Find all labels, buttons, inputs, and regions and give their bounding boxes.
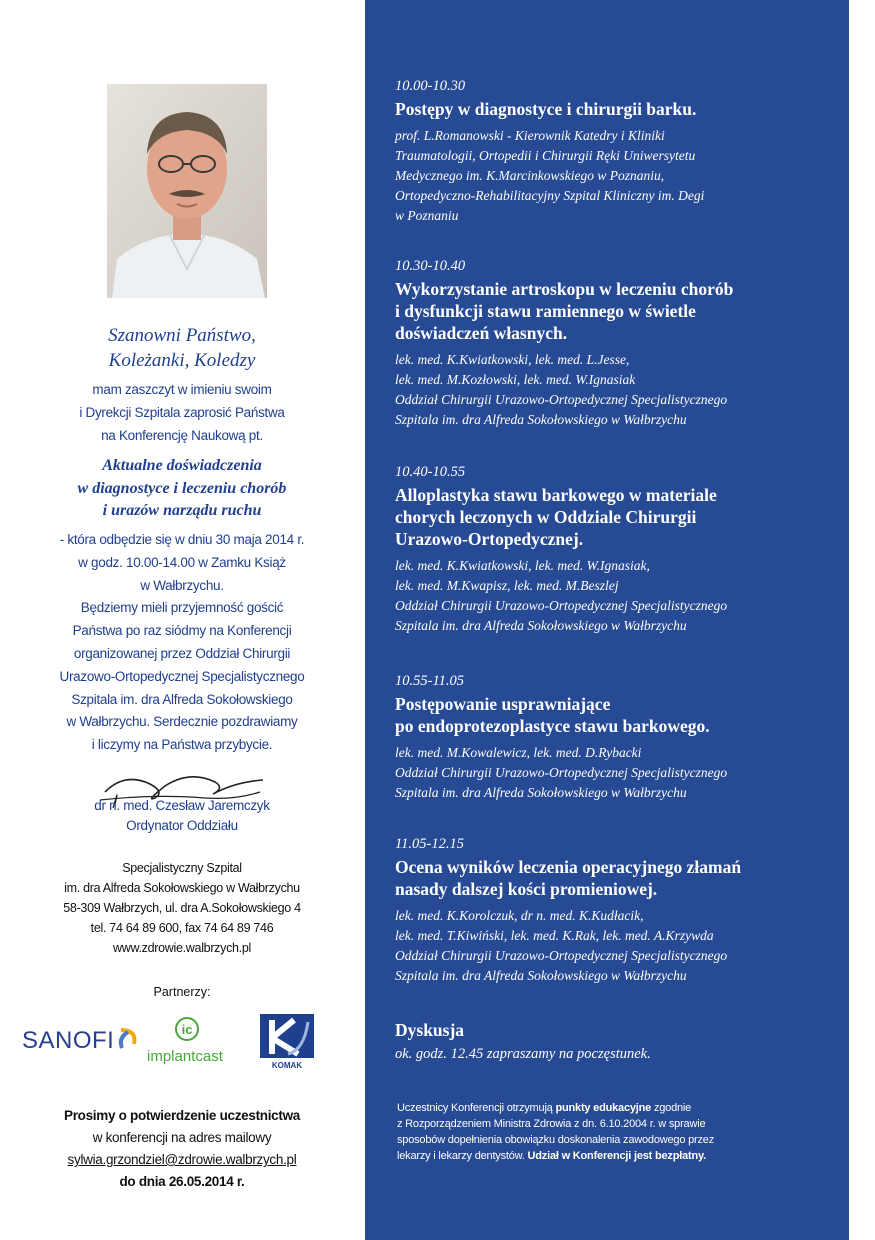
details-line: Będziemy mieli przyjemność gościć (80, 600, 284, 616)
portrait-image (107, 84, 267, 298)
session-2 (395, 256, 835, 430)
address-line: 58-309 Wałbrzych, ul. dra A.Sokołowskiego 4 (63, 901, 301, 915)
session-time: 10.00-10.30 (395, 78, 466, 94)
session-speakers (395, 556, 835, 636)
footer-line (397, 1100, 837, 1116)
session-title-line: Wykorzystanie artroskopu w leczeniu chorób (395, 279, 734, 299)
session-speakers (395, 350, 835, 430)
details-line: w Wałbrzychu. (140, 577, 224, 593)
speaker-line: Oddział Chirurgii Urazowo-Ortopedycznej Specjalistycznego (395, 948, 728, 963)
signer-role: Ordynator Oddziału (126, 818, 238, 833)
details-line: Szpitala im. dra Alfreda Sokołowskiego (71, 691, 293, 707)
hospital-address (12, 858, 352, 958)
session-title-line: po endoprotezoplastyce stawu barkowego. (395, 716, 710, 736)
speaker-line: Szpitala im. dra Alfreda Sokołowskiego w Wałbrzychu (395, 412, 687, 427)
speaker-line: Oddział Chirurgii Urazowo-Ortopedycznej Specjalistycznego (395, 765, 728, 780)
speaker-line: w Poznaniu (395, 208, 459, 223)
session-time: 10.40-10.55 (395, 464, 466, 480)
conference-topic (12, 455, 352, 523)
session-title-line: chorych leczonych w Oddziale Chirurgii (395, 507, 697, 527)
footer-text: zgodnie (651, 1102, 692, 1114)
speaker-line: lek. med. K.Korolczuk, dr n. med. K.Kudłacik, (395, 908, 644, 923)
session-title-line: doświadczeń własnych. (395, 323, 568, 343)
topic-line: w diagnostyce i leczeniu chorób (77, 479, 287, 497)
session-title (395, 856, 835, 900)
speaker-line: Szpitala im. dra Alfreda Sokołowskiego w Wałbrzychu (395, 785, 687, 800)
svg-text:ic: ic (181, 1022, 193, 1037)
left-column (0, 0, 365, 1240)
details-text (12, 529, 352, 757)
session-3 (395, 462, 835, 636)
session-speakers (395, 126, 835, 226)
implantcast-logo-text: implantcast (147, 1048, 223, 1065)
speaker-line: Oddział Chirurgii Urazowo-Ortopedycznej Specjalistycznego (395, 598, 728, 613)
session-title-line: Ocena wyników leczenia operacyjnego złamań (395, 857, 742, 877)
session-4 (395, 671, 835, 803)
sanofi-logo (22, 1020, 142, 1056)
speaker-line: lek. med. K.Kwiatkowski, lek. med. L.Jesse, (395, 352, 630, 367)
confirm-email-link[interactable]: sylwia.grzondziel@zdrowie.walbrzych.pl (67, 1152, 297, 1167)
discussion-title: Dyskusja (395, 1020, 465, 1040)
signer (12, 796, 352, 836)
details-line: i liczymy na Państwa przybycie. (91, 737, 273, 753)
sanofi-logo-text: SANOFI (22, 1027, 115, 1054)
footer-line (397, 1148, 837, 1164)
footer-line: z Rozporządzeniem Ministra Zdrowia z dn. 6.10.2004 r. w sprawie (397, 1118, 706, 1130)
speaker-line: lek. med. T.Kiwiński, lek. med. K.Rak, lek. med. A.Krzywda (395, 928, 714, 943)
intro-text (12, 379, 352, 447)
session-speakers (395, 743, 835, 803)
greeting (12, 323, 352, 373)
greeting-line: Koleżanki, Koledzy (108, 350, 256, 371)
speaker-line: lek. med. M.Kwapisz, lek. med. M.Beszlej (395, 578, 619, 593)
session-title (395, 278, 835, 344)
address-line: im. dra Alfreda Sokołowskiego w Wałbrzychu (64, 881, 300, 895)
footer-emphasis: Udział w Konferencji jest bezpłatny. (527, 1150, 706, 1162)
speaker-line: Oddział Chirurgii Urazowo-Ortopedycznej Specjalistycznego (395, 392, 728, 407)
signer-name: dr n. med. Czesław Jaremczyk (94, 798, 270, 813)
details-line: Urazowo-Ortopedycznej Specjalistycznego (59, 668, 305, 684)
komak-logo-text: KOMAK (271, 1061, 303, 1070)
details-line: - która odbędzie się w dniu 30 maja 2014 r. (59, 532, 305, 547)
speaker-line: lek. med. M.Kowalewicz, lek. med. D.Rybacki (395, 745, 642, 760)
session-title-line: Postępy w diagnostyce i chirurgii barku. (395, 99, 697, 119)
session-title (395, 484, 835, 550)
portrait-photo (107, 84, 267, 298)
speaker-line: Szpitala im. dra Alfreda Sokołowskiego w Wałbrzychu (395, 968, 687, 983)
session-title-line: Alloplastyka stawu barkowego w materiale (395, 485, 717, 505)
session-time: 10.55-11.05 (395, 673, 465, 689)
session-time: 11.05-12.15 (395, 836, 465, 852)
program-panel (365, 0, 849, 1240)
discussion (395, 1017, 835, 1064)
speaker-line: Traumatologii, Ortopedii i Chirurgii Ręki Uniwersytetu (395, 148, 696, 163)
greeting-line: Szanowni Państwo, (108, 325, 256, 346)
website-link[interactable]: www.zdrowie.walbrzych.pl (113, 941, 251, 955)
speaker-line: prof. L.Romanowski - Kierownik Katedry i Kliniki (395, 128, 665, 143)
topic-line: Aktualne doświadczenia (102, 457, 262, 474)
confirm-deadline: do dnia 26.05.2014 r. (119, 1174, 245, 1189)
intro-line: mam zaszczyt w imieniu swoim (92, 382, 272, 397)
confirm-line: Prosimy o potwierdzenie uczestnictwa (63, 1108, 300, 1123)
cme-points-note (397, 1100, 837, 1164)
address-line: Specjalistyczny Szpital (122, 861, 242, 875)
intro-line: i Dyrekcji Szpitala zaprosić Państwa (79, 404, 285, 420)
footer-text: lekarzy i lekarzy dentystów. (397, 1150, 528, 1162)
confirm-line: w konferencji na adres mailowy (92, 1130, 272, 1145)
speaker-line: lek. med. K.Kwiatkowski, lek. med. W.Ignasiak, (395, 558, 650, 573)
session-title (395, 98, 835, 120)
session-1 (395, 76, 835, 226)
footer-text: Uczestnicy Konferencji otrzymują (397, 1102, 556, 1114)
session-speakers (395, 906, 835, 986)
details-line: Państwa po raz siódmy na Konferencji (72, 623, 292, 639)
details-line: w godz. 10.00-14.00 w Zamku Książ (78, 554, 286, 570)
komak-logo (258, 1012, 318, 1070)
speaker-line: Ortopedyczno-Rehabilitacyjny Szpital Kliniczny im. Degi (395, 188, 705, 203)
partners-label: Partnerzy: (153, 985, 211, 999)
address-line: tel. 74 64 89 600, fax 74 64 89 746 (90, 921, 274, 935)
session-title (395, 693, 835, 737)
session-title-line: i dysfunkcji stawu ramiennego w świetle (395, 301, 696, 321)
session-time: 10.30-10.40 (395, 258, 466, 274)
speaker-line: lek. med. M.Kozłowski, lek. med. W.Ignasiak (395, 372, 636, 387)
session-title-line: nasady dalszej kości promieniowej. (395, 879, 658, 899)
footer-emphasis: punkty edukacyjne (555, 1102, 652, 1114)
details-line: w Wałbrzychu. Serdecznie pozdrawiamy (66, 714, 298, 730)
intro-line: na Konferencję Naukową pt. (101, 427, 263, 443)
session-title-line: Postępowanie usprawniające (395, 694, 611, 714)
session-title-line: Urazowo-Ortopedycznej. (395, 529, 584, 549)
discussion-note: ok. godz. 12.45 zapraszamy na poczęstunek. (395, 1046, 651, 1062)
footer-line: sposobów dopełnienia obowiązku doskonalenia zawodowego przez (397, 1134, 715, 1146)
details-line: organizowanej przez Oddział Chirurgii (73, 645, 291, 661)
session-5 (395, 834, 835, 986)
topic-line: i urazów narządu ruchu (102, 502, 262, 519)
implantcast-logo (147, 1015, 247, 1071)
confirmation-note (12, 1105, 352, 1193)
speaker-line: Szpitala im. dra Alfreda Sokołowskiego w Wałbrzychu (395, 618, 687, 633)
speaker-line: Medycznego im. K.Marcinkowskiego w Poznaniu, (395, 168, 665, 183)
